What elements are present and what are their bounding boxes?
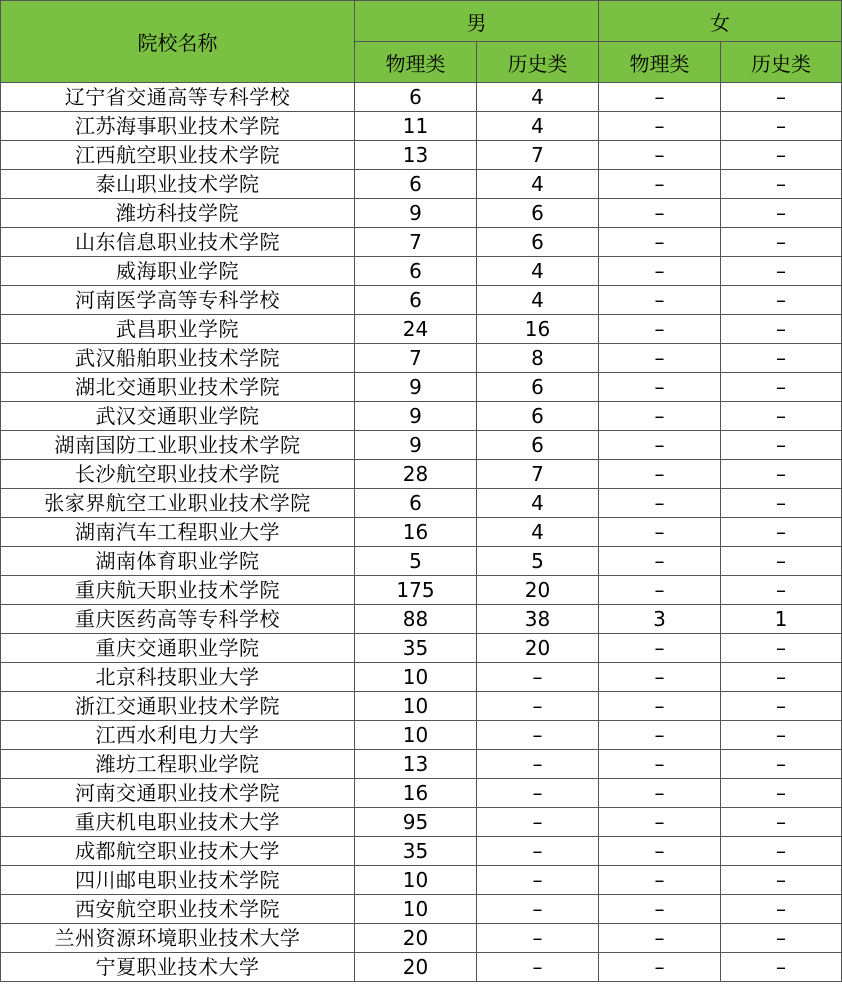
header-school-name: 院校名称 xyxy=(1,1,355,83)
male-history-cell: 38 xyxy=(477,605,599,634)
male-physics-cell: 10 xyxy=(355,895,477,924)
male-history-cell: 16 xyxy=(477,315,599,344)
table-body xyxy=(1,83,842,982)
female-physics-cell: – xyxy=(599,170,721,199)
female-physics-cell: – xyxy=(599,547,721,576)
header-female: 女 xyxy=(599,1,842,42)
female-history-cell: – xyxy=(721,402,842,431)
table-row xyxy=(1,112,842,141)
female-history-cell: 1 xyxy=(721,605,842,634)
male-physics-cell: 35 xyxy=(355,634,477,663)
table-row xyxy=(1,199,842,228)
header-female-physics: 物理类 xyxy=(599,42,721,83)
female-physics-cell: – xyxy=(599,460,721,489)
school-name-cell: 长沙航空职业技术学院 xyxy=(1,460,355,489)
school-name-cell: 重庆机电职业技术大学 xyxy=(1,808,355,837)
school-name-cell: 张家界航空工业职业技术学院 xyxy=(1,489,355,518)
table-row xyxy=(1,431,842,460)
male-history-cell: 20 xyxy=(477,576,599,605)
male-history-cell: – xyxy=(477,808,599,837)
female-physics-cell: – xyxy=(599,895,721,924)
table-row xyxy=(1,866,842,895)
school-name-cell: 西安航空职业技术学院 xyxy=(1,895,355,924)
female-physics-cell: – xyxy=(599,141,721,170)
table-row xyxy=(1,170,842,199)
female-physics-cell: – xyxy=(599,83,721,112)
male-history-cell: 4 xyxy=(477,257,599,286)
table-row xyxy=(1,141,842,170)
female-physics-cell: – xyxy=(599,808,721,837)
table-row xyxy=(1,83,842,112)
male-history-cell: – xyxy=(477,953,599,982)
female-history-cell: – xyxy=(721,953,842,982)
female-physics-cell: – xyxy=(599,431,721,460)
male-history-cell: – xyxy=(477,837,599,866)
male-history-cell: – xyxy=(477,924,599,953)
school-name-cell: 江西水利电力大学 xyxy=(1,721,355,750)
table-row xyxy=(1,344,842,373)
female-history-cell: – xyxy=(721,112,842,141)
female-physics-cell: 3 xyxy=(599,605,721,634)
female-history-cell: – xyxy=(721,257,842,286)
table-header xyxy=(1,1,842,83)
school-name-cell: 北京科技职业大学 xyxy=(1,663,355,692)
female-history-cell: – xyxy=(721,663,842,692)
female-physics-cell: – xyxy=(599,402,721,431)
male-history-cell: 4 xyxy=(477,518,599,547)
male-physics-cell: 6 xyxy=(355,489,477,518)
male-physics-cell: 13 xyxy=(355,750,477,779)
table-row xyxy=(1,953,842,982)
table-row xyxy=(1,228,842,257)
school-name-cell: 武昌职业学院 xyxy=(1,315,355,344)
male-physics-cell: 24 xyxy=(355,315,477,344)
female-physics-cell: – xyxy=(599,692,721,721)
male-physics-cell: 6 xyxy=(355,286,477,315)
school-name-cell: 潍坊科技学院 xyxy=(1,199,355,228)
female-physics-cell: – xyxy=(599,518,721,547)
school-name-cell: 武汉船舶职业技术学院 xyxy=(1,344,355,373)
female-history-cell: – xyxy=(721,634,842,663)
header-male: 男 xyxy=(355,1,599,42)
female-history-cell: – xyxy=(721,576,842,605)
school-name-cell: 四川邮电职业技术学院 xyxy=(1,866,355,895)
male-physics-cell: 6 xyxy=(355,83,477,112)
male-history-cell: 6 xyxy=(477,431,599,460)
male-physics-cell: 9 xyxy=(355,402,477,431)
male-history-cell: – xyxy=(477,866,599,895)
female-physics-cell: – xyxy=(599,576,721,605)
male-physics-cell: 28 xyxy=(355,460,477,489)
table-row xyxy=(1,750,842,779)
female-history-cell: – xyxy=(721,170,842,199)
male-physics-cell: 7 xyxy=(355,344,477,373)
male-physics-cell: 16 xyxy=(355,779,477,808)
school-name-cell: 重庆医药高等专科学校 xyxy=(1,605,355,634)
school-name-cell: 湖南汽车工程职业大学 xyxy=(1,518,355,547)
table-row xyxy=(1,315,842,344)
male-history-cell: 6 xyxy=(477,402,599,431)
male-history-cell: – xyxy=(477,779,599,808)
table-row xyxy=(1,808,842,837)
female-physics-cell: – xyxy=(599,634,721,663)
school-name-cell: 江苏海事职业技术学院 xyxy=(1,112,355,141)
male-physics-cell: 10 xyxy=(355,866,477,895)
male-physics-cell: 11 xyxy=(355,112,477,141)
female-history-cell: – xyxy=(721,83,842,112)
school-name-cell: 河南交通职业技术学院 xyxy=(1,779,355,808)
female-history-cell: – xyxy=(721,547,842,576)
male-history-cell: 4 xyxy=(477,112,599,141)
school-name-cell: 兰州资源环境职业技术大学 xyxy=(1,924,355,953)
female-physics-cell: – xyxy=(599,866,721,895)
table-row xyxy=(1,257,842,286)
table-row xyxy=(1,576,842,605)
table-row xyxy=(1,634,842,663)
male-history-cell: 8 xyxy=(477,344,599,373)
male-history-cell: – xyxy=(477,750,599,779)
female-history-cell: – xyxy=(721,808,842,837)
female-history-cell: – xyxy=(721,721,842,750)
school-name-cell: 宁夏职业技术大学 xyxy=(1,953,355,982)
header-male-physics: 物理类 xyxy=(355,42,477,83)
header-female-history: 历史类 xyxy=(721,42,842,83)
male-history-cell: 7 xyxy=(477,460,599,489)
table-row xyxy=(1,895,842,924)
female-history-cell: – xyxy=(721,228,842,257)
female-history-cell: – xyxy=(721,141,842,170)
female-physics-cell: – xyxy=(599,199,721,228)
table-row xyxy=(1,518,842,547)
female-history-cell: – xyxy=(721,431,842,460)
female-physics-cell: – xyxy=(599,344,721,373)
male-history-cell: 6 xyxy=(477,199,599,228)
female-physics-cell: – xyxy=(599,837,721,866)
school-name-cell: 泰山职业技术学院 xyxy=(1,170,355,199)
male-history-cell: 4 xyxy=(477,170,599,199)
female-physics-cell: – xyxy=(599,924,721,953)
school-name-cell: 成都航空职业技术大学 xyxy=(1,837,355,866)
male-physics-cell: 9 xyxy=(355,373,477,402)
female-history-cell: – xyxy=(721,489,842,518)
table-row xyxy=(1,460,842,489)
table-row xyxy=(1,605,842,634)
male-physics-cell: 10 xyxy=(355,663,477,692)
header-male-history: 历史类 xyxy=(477,42,599,83)
male-history-cell: 4 xyxy=(477,286,599,315)
female-history-cell: – xyxy=(721,895,842,924)
female-physics-cell: – xyxy=(599,315,721,344)
female-physics-cell: – xyxy=(599,112,721,141)
male-history-cell: – xyxy=(477,663,599,692)
male-history-cell: – xyxy=(477,895,599,924)
female-history-cell: – xyxy=(721,866,842,895)
school-name-cell: 辽宁省交通高等专科学校 xyxy=(1,83,355,112)
male-history-cell: 6 xyxy=(477,228,599,257)
female-history-cell: – xyxy=(721,199,842,228)
male-physics-cell: 9 xyxy=(355,431,477,460)
school-name-cell: 武汉交通职业学院 xyxy=(1,402,355,431)
female-physics-cell: – xyxy=(599,286,721,315)
school-name-cell: 江西航空职业技术学院 xyxy=(1,141,355,170)
school-name-cell: 河南医学高等专科学校 xyxy=(1,286,355,315)
male-physics-cell: 5 xyxy=(355,547,477,576)
male-physics-cell: 9 xyxy=(355,199,477,228)
table-row xyxy=(1,373,842,402)
male-physics-cell: 95 xyxy=(355,808,477,837)
school-name-cell: 威海职业学院 xyxy=(1,257,355,286)
female-physics-cell: – xyxy=(599,257,721,286)
female-history-cell: – xyxy=(721,692,842,721)
female-physics-cell: – xyxy=(599,228,721,257)
male-physics-cell: 10 xyxy=(355,692,477,721)
school-name-cell: 浙江交通职业技术学院 xyxy=(1,692,355,721)
female-physics-cell: – xyxy=(599,721,721,750)
female-physics-cell: – xyxy=(599,953,721,982)
school-name-cell: 湖南体育职业学院 xyxy=(1,547,355,576)
female-physics-cell: – xyxy=(599,779,721,808)
female-physics-cell: – xyxy=(599,489,721,518)
male-history-cell: 6 xyxy=(477,373,599,402)
male-physics-cell: 6 xyxy=(355,170,477,199)
female-history-cell: – xyxy=(721,315,842,344)
male-physics-cell: 6 xyxy=(355,257,477,286)
table-row xyxy=(1,692,842,721)
table-row xyxy=(1,924,842,953)
school-name-cell: 潍坊工程职业学院 xyxy=(1,750,355,779)
male-history-cell: 4 xyxy=(477,489,599,518)
female-physics-cell: – xyxy=(599,373,721,402)
school-name-cell: 山东信息职业技术学院 xyxy=(1,228,355,257)
male-physics-cell: 175 xyxy=(355,576,477,605)
table-row xyxy=(1,837,842,866)
male-physics-cell: 13 xyxy=(355,141,477,170)
school-name-cell: 重庆航天职业技术学院 xyxy=(1,576,355,605)
male-physics-cell: 20 xyxy=(355,953,477,982)
male-history-cell: 5 xyxy=(477,547,599,576)
female-history-cell: – xyxy=(721,518,842,547)
female-history-cell: – xyxy=(721,924,842,953)
table-row xyxy=(1,547,842,576)
male-history-cell: – xyxy=(477,692,599,721)
male-physics-cell: 88 xyxy=(355,605,477,634)
male-physics-cell: 20 xyxy=(355,924,477,953)
table-row xyxy=(1,402,842,431)
female-history-cell: – xyxy=(721,779,842,808)
header-row-top xyxy=(1,1,842,42)
male-history-cell: 4 xyxy=(477,83,599,112)
male-physics-cell: 7 xyxy=(355,228,477,257)
female-physics-cell: – xyxy=(599,750,721,779)
school-name-cell: 湖南国防工业职业技术学院 xyxy=(1,431,355,460)
female-history-cell: – xyxy=(721,460,842,489)
female-history-cell: – xyxy=(721,286,842,315)
table-row xyxy=(1,721,842,750)
female-history-cell: – xyxy=(721,837,842,866)
school-name-cell: 重庆交通职业学院 xyxy=(1,634,355,663)
female-history-cell: – xyxy=(721,344,842,373)
female-history-cell: – xyxy=(721,750,842,779)
table-row xyxy=(1,663,842,692)
male-physics-cell: 10 xyxy=(355,721,477,750)
table-row xyxy=(1,489,842,518)
male-history-cell: 20 xyxy=(477,634,599,663)
male-history-cell: – xyxy=(477,721,599,750)
table-row xyxy=(1,779,842,808)
female-history-cell: – xyxy=(721,373,842,402)
male-physics-cell: 16 xyxy=(355,518,477,547)
table-row xyxy=(1,286,842,315)
female-physics-cell: – xyxy=(599,663,721,692)
school-name-cell: 湖北交通职业技术学院 xyxy=(1,373,355,402)
male-physics-cell: 35 xyxy=(355,837,477,866)
male-history-cell: 7 xyxy=(477,141,599,170)
